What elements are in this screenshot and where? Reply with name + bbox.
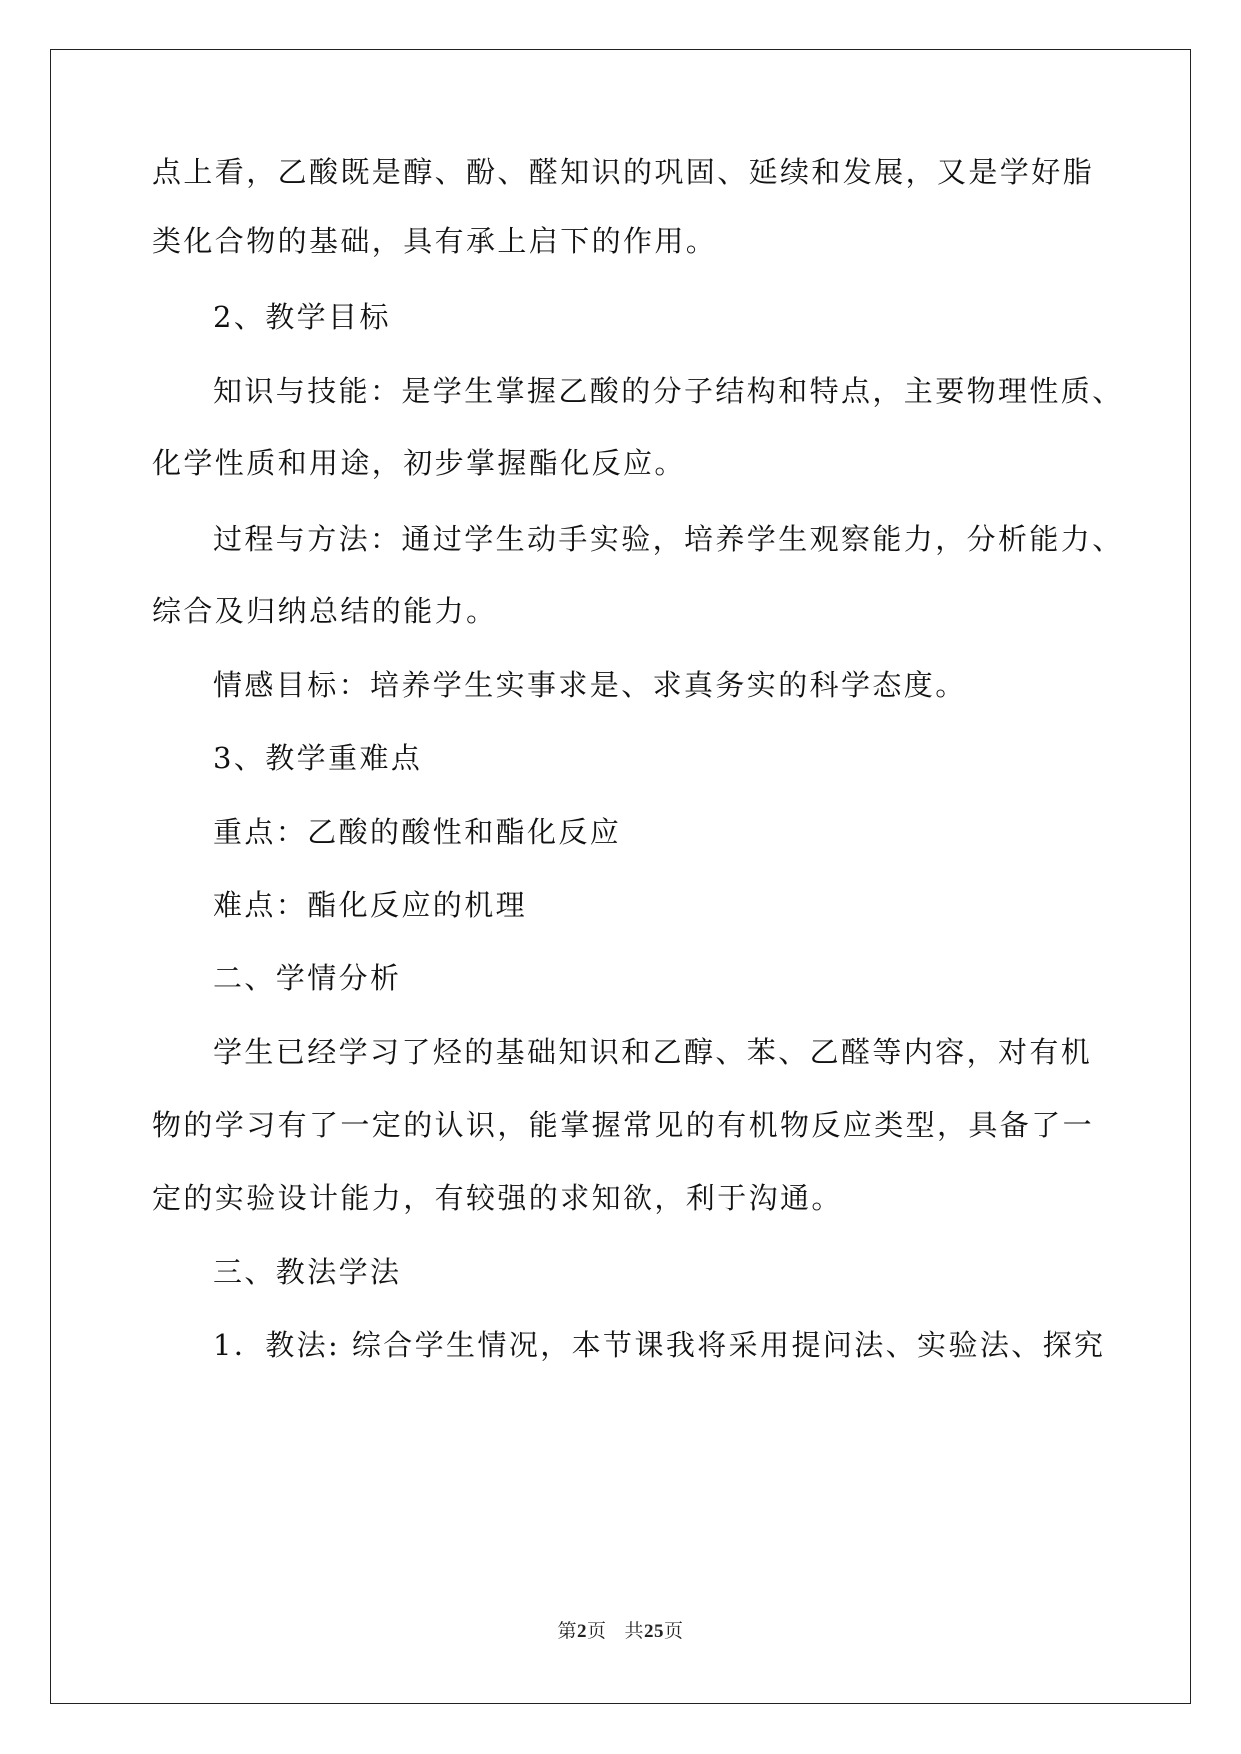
section-heading: 二、学情分析 bbox=[213, 961, 402, 995]
page-footer bbox=[0, 1616, 1241, 1643]
paragraph-line: 1．教法: 综合学生情况，本节课我将采用提问法、实验法、探究 bbox=[213, 1328, 1106, 1362]
paragraph-line: 综合及归纳总结的能力。 bbox=[152, 594, 498, 628]
footer-total-prefix: 共 bbox=[624, 1621, 645, 1642]
footer-total-pages: 25 bbox=[644, 1621, 665, 1642]
paragraph-line: 过程与方法：通过学生动手实验，培养学生观察能力，分析能力、 bbox=[213, 522, 1124, 556]
paragraph-line: 知识与技能：是学生掌握乙酸的分子结构和特点，主要物理性质、 bbox=[213, 374, 1124, 408]
paragraph-line: 学生已经学习了烃的基础知识和乙醇、苯、乙醛等内容，对有机 bbox=[213, 1035, 1093, 1069]
paragraph-line: 重点：乙酸的酸性和酯化反应 bbox=[213, 815, 622, 849]
paragraph-line: 情感目标：培养学生实事求是、求真务实的科学态度。 bbox=[213, 668, 967, 702]
paragraph-line: 难点：酯化反应的机理 bbox=[213, 888, 528, 922]
paragraph-line: 定的实验设计能力，有较强的求知欲，利于沟通。 bbox=[152, 1181, 843, 1215]
footer-page-suffix: 页 bbox=[586, 1621, 607, 1642]
section-heading: 2、教学目标 bbox=[213, 300, 391, 334]
section-heading: 3、教学重难点 bbox=[213, 741, 423, 775]
footer-total-suffix: 页 bbox=[664, 1621, 684, 1642]
paragraph-line: 物的学习有了一定的认识，能掌握常见的有机物反应类型，具备了一 bbox=[152, 1108, 1095, 1142]
footer-page-number: 2 bbox=[576, 1621, 587, 1642]
paragraph-line: 点上看，乙酸既是醇、酚、醛知识的巩固、延续和发展，又是学好脂 bbox=[152, 155, 1095, 189]
paragraph-line: 类化合物的基础，具有承上启下的作用。 bbox=[152, 224, 718, 258]
paragraph-line: 化学性质和用途，初步掌握酯化反应。 bbox=[152, 446, 686, 480]
section-heading: 三、教法学法 bbox=[213, 1255, 402, 1289]
footer-prefix: 第 bbox=[557, 1621, 577, 1642]
